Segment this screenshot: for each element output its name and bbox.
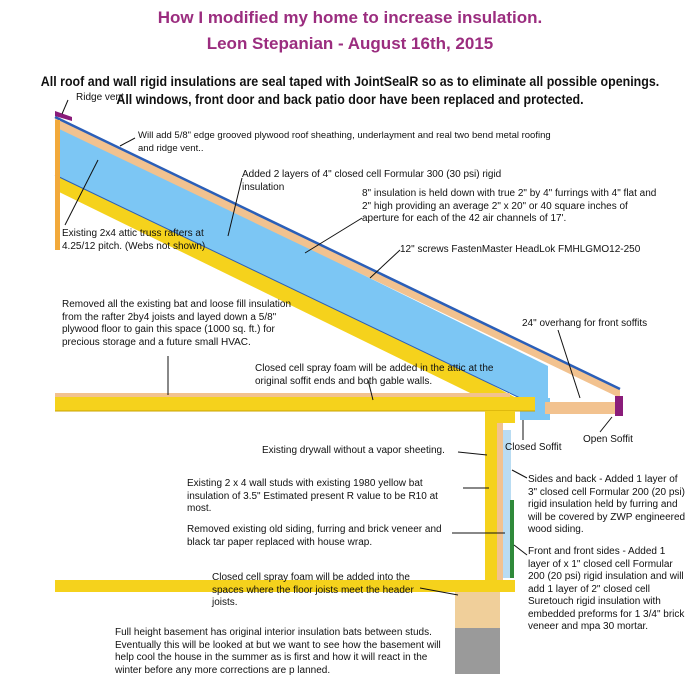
page-title: How I modified my home to increase insulation. bbox=[157, 8, 543, 27]
soffit-sheathing bbox=[545, 402, 618, 414]
leader-furrings bbox=[305, 218, 362, 253]
foundation-wall bbox=[455, 628, 500, 674]
label-sides-back: Sides and back - Added 1 layer of 3" closed cell Formular 200 (20 psi) rigid insulation held by furring and will be covered by ZWP engineered wood siding. bbox=[528, 474, 686, 535]
label-basement: Full height basement has original interior insulation bats between studs. Eventually this will be looked at but we want to see how the basement will help cool the house in the summer as is first and how it will react in the winter before any more corrections are p lanned. bbox=[115, 627, 441, 676]
wall-stud bbox=[485, 423, 497, 580]
ceiling-joist bbox=[55, 397, 535, 411]
label-removed-siding: Removed existing old siding, furring and brick veneer and black tar paper replaced with house wrap. bbox=[187, 524, 442, 548]
label-wall-studs: Existing 2 x 4 wall studs with existing 1980 yellow bat insulation of 3.5" Estimated present R value to be R10 at most. bbox=[187, 478, 438, 514]
label-open-soffit: Open Soffit bbox=[583, 434, 633, 445]
label-spray-foam-attic: Closed cell spray foam will be added in the attic at the original soffit ends and both gable walls. bbox=[255, 363, 494, 387]
intro-line-2: All windows, front door and back patio door have been replaced and protected. bbox=[116, 92, 584, 107]
wall-top-plate bbox=[485, 411, 515, 423]
label-drywall: Existing drywall without a vapor sheeting. bbox=[262, 445, 445, 456]
wall-inner-stud bbox=[497, 423, 503, 580]
leader-open-soffit bbox=[600, 417, 612, 432]
leader-screws bbox=[370, 250, 400, 278]
header-joist bbox=[455, 592, 500, 628]
author-line: Leon Stepanian - August 16th, 2015 bbox=[206, 34, 494, 53]
label-roof-sheathing: Will add 5/8" edge grooved plywood roof sheathing, underlayment and real two bend metal roofing and ridge vent.. bbox=[138, 130, 551, 154]
leader-sides-back bbox=[512, 470, 527, 478]
label-front-sides: Front and front sides - Added 1 layer of x 1" closed cell Formular 200 (20 psi) rigid insulation and will add 1 layer of 2" closed cell Suretouch rigid insulation with embedded preforms for 1 3/4" brick veneer and mpa 30 mortar. bbox=[528, 546, 685, 632]
open-soffit-end bbox=[615, 396, 623, 416]
label-removed-batts: Removed all the existing bat and loose fill insulation from the rafter 2by4 joists and layed down a 5/8" plywood floor to gain this space (1000 sq. ft.) for precious storage and a future small HVAC. bbox=[62, 299, 292, 348]
wall-green-trim bbox=[510, 500, 514, 578]
leader-drywall bbox=[458, 452, 487, 455]
label-attic-truss: Existing 2x4 attic truss rafters at 4.25/12 pitch. (Webs not shown) bbox=[62, 228, 206, 252]
label-overhang: 24" overhang for front soffits bbox=[522, 318, 648, 329]
roof-sheathing bbox=[55, 118, 620, 398]
label-ridge-vent: Ridge vent bbox=[76, 92, 124, 103]
roof-rigid-insulation bbox=[55, 123, 548, 398]
attic-plywood-floor bbox=[55, 393, 510, 397]
label-rigid-insulation: Added 2 layers of 4" closed cell Formular 300 (30 psi) rigid insulation bbox=[242, 169, 502, 193]
label-closed-soffit: Closed Soffit bbox=[505, 442, 562, 453]
label-spray-foam-joists: Closed cell spray foam will be added into the spaces where the floor joists meet the header joists. bbox=[212, 572, 414, 608]
leader-sheathing bbox=[120, 138, 135, 146]
label-screws: 12" screws FastenMaster HeadLok FMHLGMO12-250 bbox=[400, 244, 641, 255]
leader-front-sides bbox=[514, 545, 527, 555]
label-furrings: 8" insulation is held down with true 2" by 4" furrings with 4" flat and 2" high providing an average 2" x 20" or 40 square inches of aperture for each of the 42 air channels of 17'. bbox=[362, 188, 657, 224]
attic-truss-rafter bbox=[55, 120, 60, 250]
intro-line-1: All roof and wall rigid insulations are seal taped with JointSealR so as to eliminate all possible openings. bbox=[40, 74, 660, 89]
